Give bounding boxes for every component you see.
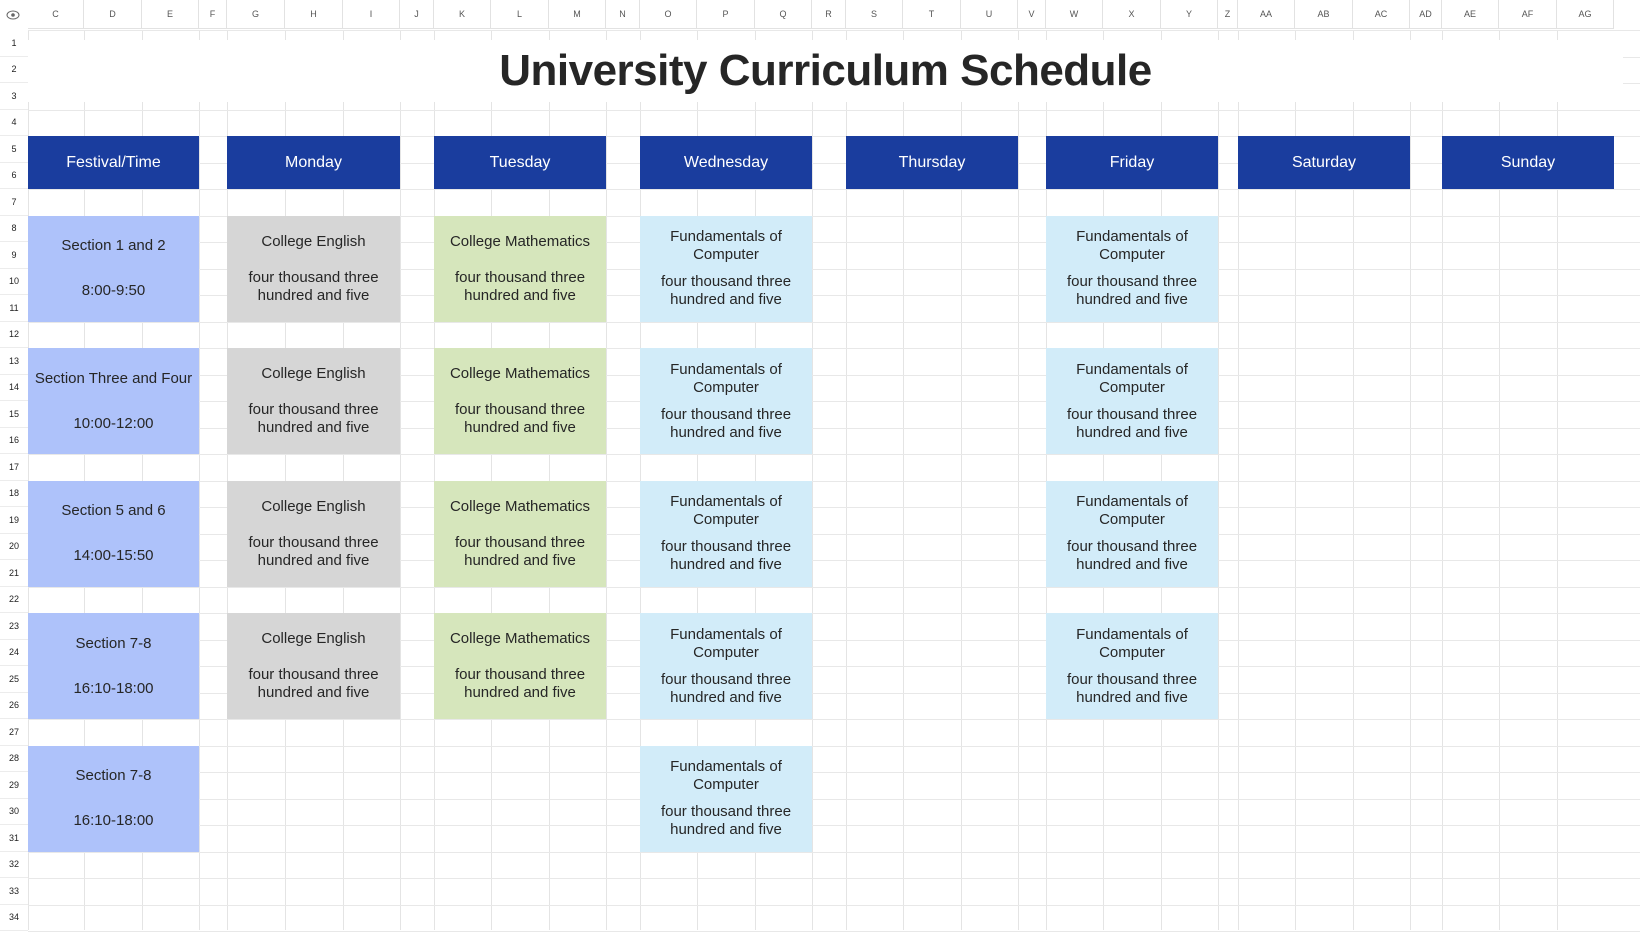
day-header[interactable]: Saturday [1238,136,1410,189]
row-header[interactable]: 21 [0,560,28,587]
course-cell-computer[interactable] [640,216,812,322]
cell-detail: four thousand three hundred and five [248,401,379,436]
column-header[interactable]: U [961,0,1018,29]
grid-line [28,825,1640,826]
cell-title: College English [261,365,366,382]
cell-title: College English [261,497,366,515]
cell-detail: four thousand three hundred and five [660,803,792,838]
cell-title: Section 7-8 [75,767,152,784]
cell-detail: four thousand three hundred and five [454,666,586,701]
row-header[interactable]: 27 [0,719,28,746]
column-header[interactable]: J [400,0,434,29]
cell-title: Section 1 and 2 [61,237,166,254]
cell-detail: four thousand three hundred and five [1066,538,1198,573]
cell-detail: 8:00-9:50 [81,282,146,299]
cell-detail: four thousand three hundred and five [248,666,379,701]
time-slot-cell[interactable] [28,746,199,852]
column-header[interactable]: V [1018,0,1046,29]
row-header[interactable]: 34 [0,905,28,932]
row-header[interactable]: 10 [0,269,28,296]
cell-detail: 14:00-15:50 [73,547,154,564]
row-header[interactable]: 12 [0,322,28,349]
column-header[interactable]: O [640,0,697,29]
column-header-bar [0,0,1640,30]
row-header[interactable]: 17 [0,454,28,481]
row-header[interactable]: 19 [0,507,28,534]
row-header[interactable]: 23 [0,613,28,640]
cell-title: Fundamentals of Computer [1076,493,1188,528]
row-header[interactable]: 26 [0,693,28,720]
grid-line [28,746,1640,747]
cell-detail: four thousand three hundred and five [660,538,792,573]
time-slot-cell[interactable] [28,481,199,587]
course-cell-computer[interactable] [1046,613,1218,719]
day-header[interactable]: Tuesday [434,136,606,189]
grid-line [28,322,1640,323]
row-header[interactable]: 18 [0,481,28,508]
cell-detail: four thousand three hundred and five [454,401,586,436]
row-header[interactable]: 8 [0,216,28,243]
column-header[interactable]: S [846,0,903,29]
course-cell-computer[interactable] [640,481,812,587]
course-cell-computer[interactable] [1046,216,1218,322]
row-header[interactable]: 15 [0,401,28,428]
grid-line [28,110,1640,111]
cell-detail: four thousand three hundred and five [248,268,379,304]
row-header[interactable]: 32 [0,852,28,879]
cell-title: College Mathematics [449,630,591,647]
column-header[interactable]: Q [755,0,812,29]
course-cell-english[interactable] [227,481,400,587]
cell-detail: four thousand three hundred and five [1066,670,1198,706]
row-header-bar [0,30,28,952]
cell-detail: four thousand three hundred and five [660,273,792,308]
cell-title: Fundamentals of Computer [670,493,782,528]
day-header[interactable]: Festival/Time [28,136,199,189]
cell-detail: four thousand three hundred and five [660,670,792,706]
column-header[interactable]: E [142,0,199,29]
column-header[interactable]: W [1046,0,1103,29]
cell-title: Section 5 and 6 [61,502,166,519]
row-header[interactable]: 3 [0,83,28,110]
row-header[interactable]: 2 [0,57,28,84]
row-header[interactable]: 7 [0,189,28,216]
column-header[interactable]: AD [1410,0,1442,29]
grid-line [28,454,1640,455]
day-header[interactable]: Monday [227,136,400,189]
column-header[interactable]: AE [1442,0,1499,29]
row-header[interactable]: 16 [0,428,28,455]
cell-detail: 16:10-18:00 [73,679,154,697]
row-header[interactable]: 14 [0,375,28,402]
cell-title: Fundamentals of Computer [1076,625,1188,661]
course-cell-math[interactable] [434,481,606,587]
course-cell-english[interactable] [227,216,400,322]
row-header[interactable]: 30 [0,799,28,826]
grid-line [28,931,1640,932]
cell-title: College Mathematics [449,497,591,515]
time-slot-cell[interactable] [28,613,199,719]
course-cell-english[interactable] [227,613,400,719]
column-header[interactable]: X [1103,0,1161,29]
cell-title: Section 7-8 [75,634,152,652]
day-header[interactable]: Sunday [1442,136,1614,189]
column-header[interactable]: C [28,0,84,29]
row-header[interactable]: 4 [0,110,28,137]
cell-detail: four thousand three hundred and five [1066,405,1198,441]
column-header[interactable]: D [84,0,142,29]
row-header[interactable]: 29 [0,772,28,799]
grid-line [28,878,1640,879]
course-cell-math[interactable] [434,613,606,719]
grid-line [28,30,1640,31]
column-header[interactable]: Y [1161,0,1218,29]
cell-title: Fundamentals of Computer [670,360,782,396]
grid-line [28,799,1640,800]
row-header[interactable]: 11 [0,295,28,322]
cell-detail: four thousand three hundred and five [1066,273,1198,308]
grid-line [28,905,1640,906]
cell-title: Fundamentals of Computer [1076,228,1188,263]
column-header[interactable]: P [697,0,755,29]
cell-title: Fundamentals of Computer [670,758,782,793]
column-header[interactable]: K [434,0,491,29]
cell-title: Fundamentals of Computer [670,625,782,661]
cell-title: Fundamentals of Computer [670,228,782,263]
column-header[interactable]: H [285,0,343,29]
column-header[interactable]: N [606,0,640,29]
column-header[interactable]: G [227,0,285,29]
course-cell-english[interactable] [227,348,400,454]
row-header[interactable]: 25 [0,666,28,693]
column-header[interactable]: AB [1295,0,1353,29]
cell-title: Section Three and Four [34,369,193,387]
column-header[interactable]: L [491,0,549,29]
row-header[interactable]: 9 [0,242,28,269]
row-header[interactable]: 28 [0,746,28,773]
cell-title: Fundamentals of Computer [1076,360,1188,396]
day-header[interactable]: Thursday [846,136,1018,189]
course-cell-computer[interactable] [640,613,812,719]
cell-detail: four thousand three hundred and five [248,533,379,569]
course-cell-computer[interactable] [640,746,812,852]
row-header[interactable]: 31 [0,825,28,852]
column-header[interactable]: I [343,0,400,29]
course-cell-computer[interactable] [1046,481,1218,587]
column-header[interactable]: AG [1557,0,1614,29]
row-header[interactable]: 13 [0,348,28,375]
time-slot-cell[interactable] [28,348,199,454]
row-header[interactable]: 5 [0,136,28,163]
cell-detail: four thousand three hundred and five [454,268,586,304]
row-header[interactable]: 1 [0,30,28,57]
column-header[interactable]: AA [1238,0,1295,29]
cell-detail: 16:10-18:00 [73,812,154,829]
eye-icon[interactable] [6,9,20,21]
page-title: University Curriculum Schedule [28,40,1623,102]
day-header[interactable]: Friday [1046,136,1218,189]
day-header[interactable]: Wednesday [640,136,812,189]
cell-detail: 10:00-12:00 [73,414,154,432]
cell-title: College English [261,630,366,647]
grid-line [28,189,1640,190]
column-header[interactable]: AC [1353,0,1410,29]
course-cell-math[interactable] [434,348,606,454]
row-header[interactable]: 6 [0,163,28,190]
column-header[interactable]: F [199,0,227,29]
column-header[interactable]: M [549,0,606,29]
column-header[interactable]: R [812,0,846,29]
row-header[interactable]: 22 [0,587,28,614]
course-cell-computer[interactable] [1046,348,1218,454]
cell-title: College Mathematics [449,365,591,382]
row-header[interactable]: 20 [0,534,28,561]
row-header[interactable]: 24 [0,640,28,667]
cell-title: College English [261,232,366,250]
grid-line [28,772,1640,773]
grid-line [28,587,1640,588]
course-cell-computer[interactable] [640,348,812,454]
column-header[interactable]: Z [1218,0,1238,29]
grid-line [28,719,1640,720]
row-header[interactable]: 33 [0,878,28,905]
cell-detail: four thousand three hundred and five [454,533,586,569]
course-cell-math[interactable] [434,216,606,322]
time-slot-cell[interactable] [28,216,199,322]
cell-detail: four thousand three hundred and five [660,405,792,441]
grid-line [28,852,1640,853]
cell-title: College Mathematics [449,232,591,250]
column-header[interactable]: T [903,0,961,29]
column-header[interactable]: AF [1499,0,1557,29]
